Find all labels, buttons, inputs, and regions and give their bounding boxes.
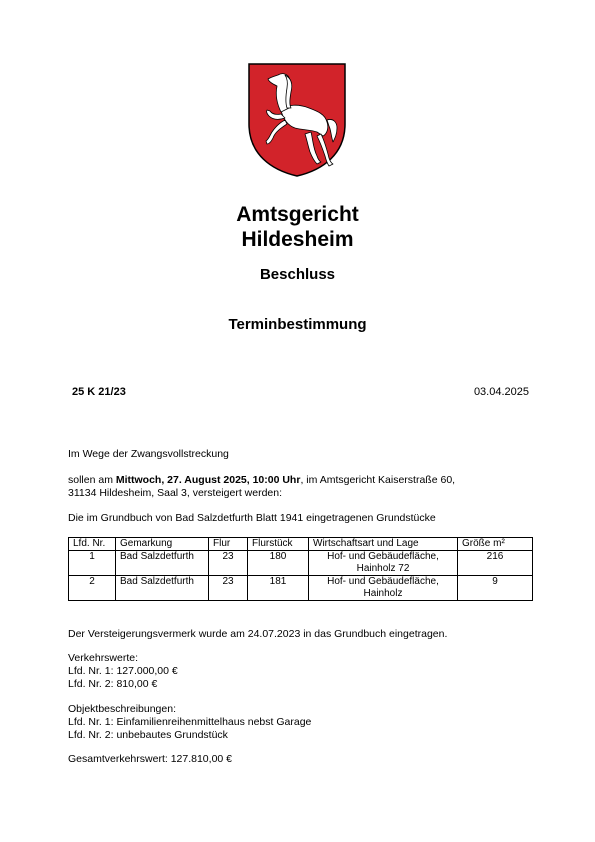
cell-art-line1: Hof- und Gebäudefläche, (327, 576, 439, 587)
table-row (69, 576, 533, 601)
auction-line2: 31134 Hildesheim, Saal 3, versteigert werden: (68, 487, 283, 499)
value-line: Lfd. Nr. 1: 127.000,00 € (68, 665, 178, 677)
value-line: Lfd. Nr. 2: 810,00 € (68, 678, 158, 690)
cell-groesse: 9 (458, 576, 533, 601)
auction-post: , im Amtsgericht Kaiserstraße 60, (300, 474, 456, 486)
values-block (68, 652, 178, 691)
court-name (0, 202, 595, 252)
document-subject: Terminbestimmung (228, 316, 367, 333)
header-flurstueck: Flurstück (248, 538, 309, 551)
cell-flur: 23 (209, 551, 248, 576)
court-name-line1: Amtsgericht (236, 203, 359, 226)
cell-flurstueck: 180 (248, 551, 309, 576)
table-header-row (69, 538, 533, 551)
total-value: Gesamtverkehrswert: 127.810,00 € (68, 753, 233, 765)
cell-art-line1: Hof- und Gebäudefläche, (327, 551, 439, 562)
parcels-table (68, 537, 533, 601)
header-groesse: Größe m² (458, 538, 533, 551)
header-flur: Flur (209, 538, 248, 551)
cell-art-line2: Hainholz 72 (356, 563, 410, 574)
cell-wirtschaftsart (309, 551, 458, 576)
auction-pre: sollen am (68, 474, 116, 486)
document-date: 03.04.2025 (473, 386, 529, 398)
object-line: Lfd. Nr. 1: Einfamilienreihenmittelhaus nebst Garage (68, 716, 312, 728)
auction-date: Mittwoch, 27. August 2025, 10:00 Uhr (115, 474, 301, 486)
cell-nr: 1 (69, 551, 116, 576)
header-nr: Lfd. Nr. (69, 538, 116, 551)
coat-of-arms-horse-icon (247, 62, 347, 178)
intro-text: Im Wege der Zwangsvollstreckung (68, 448, 229, 460)
header-wirtschaftsart: Wirtschaftsart und Lage (309, 538, 458, 551)
cell-flurstueck: 181 (248, 576, 309, 601)
register-text: Die im Grundbuch von Bad Salzdetfurth Blatt 1941 eingetragenen Grundstücke (68, 512, 436, 524)
vermerk-text: Der Versteigerungsvermerk wurde am 24.07.2023 in das Grundbuch eingetragen. (68, 628, 448, 640)
table-row (69, 551, 533, 576)
object-line: Lfd. Nr. 2: unbebautes Grundstück (68, 729, 228, 741)
objects-heading: Objektbeschreibungen: (68, 703, 176, 715)
cell-groesse: 216 (458, 551, 533, 576)
objects-block (68, 703, 311, 742)
cell-gemarkung: Bad Salzdetfurth (116, 551, 209, 576)
cell-gemarkung: Bad Salzdetfurth (116, 576, 209, 601)
case-number: 25 K 21/23 (72, 386, 126, 398)
court-name-line2: Hildesheim (241, 228, 354, 251)
cell-nr: 2 (69, 576, 116, 601)
cell-wirtschaftsart (309, 576, 458, 601)
values-heading: Verkehrswerte: (68, 652, 139, 664)
header-gemarkung: Gemarkung (116, 538, 209, 551)
auction-text (68, 474, 455, 500)
cell-art-line2: Hainholz (363, 588, 403, 599)
cell-flur: 23 (209, 576, 248, 601)
document-type: Beschluss (259, 266, 336, 283)
